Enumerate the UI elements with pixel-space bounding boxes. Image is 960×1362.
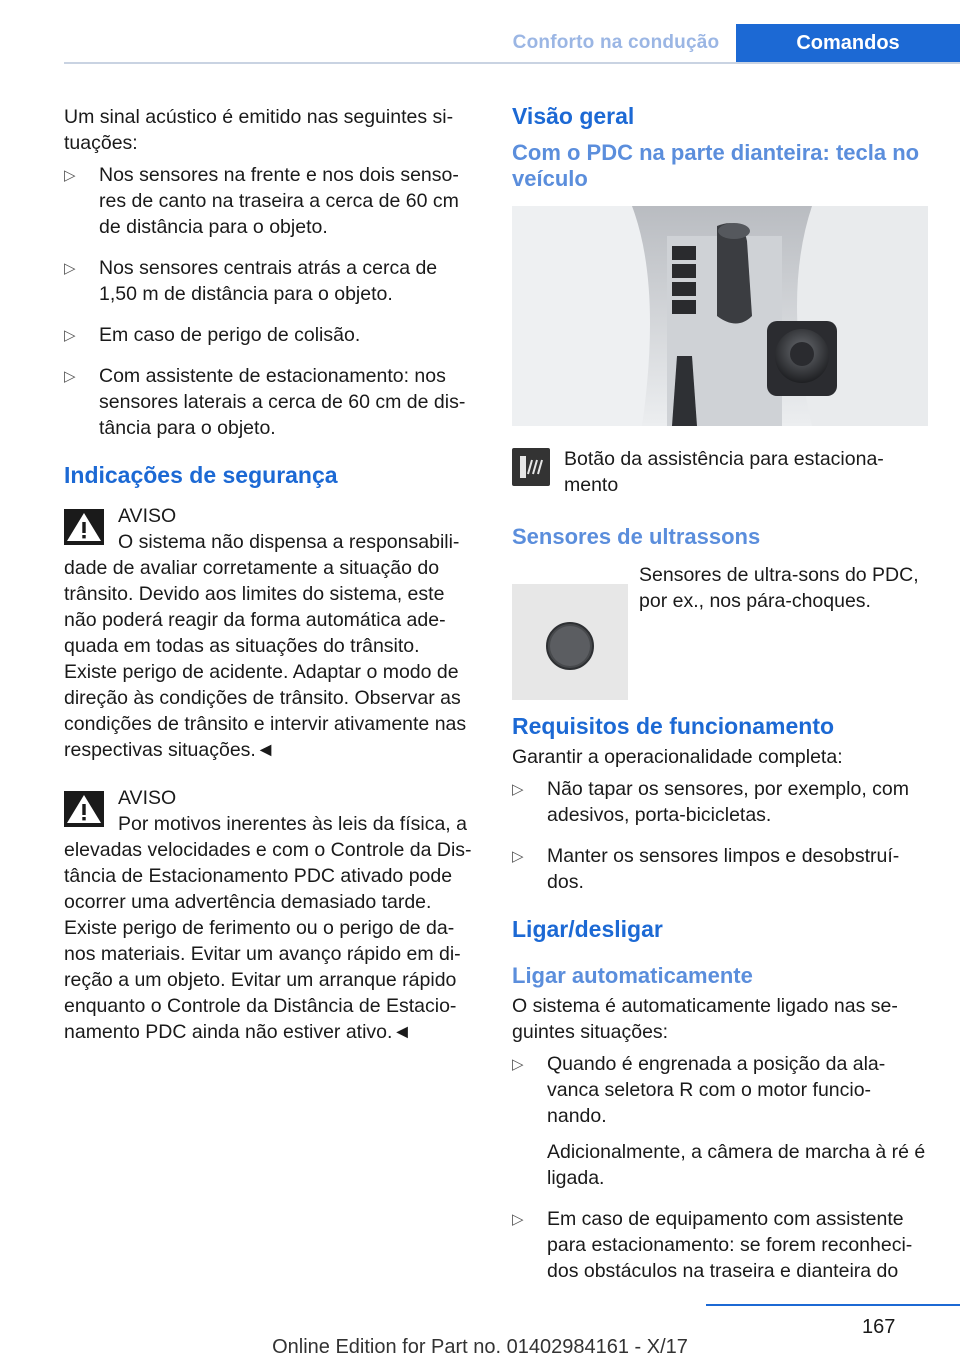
list-item: ▷ Nos sensores centrais atrás a cerca de 1,50 m de distância para o objeto. xyxy=(64,257,438,305)
signal-list xyxy=(64,162,478,441)
auto-on-heading: Ligar automaticamente xyxy=(512,963,753,988)
bullet-marker: ▷ xyxy=(512,848,524,865)
bullet-marker: ▷ xyxy=(64,167,76,184)
requirements-list xyxy=(512,776,930,895)
onoff-heading: Ligar/desligar xyxy=(512,916,663,942)
sensors-description: Sensores de ultra-sons do PDC, por ex., nos pára-choques. xyxy=(639,564,919,612)
sensors-heading: Sensores de ultrassons xyxy=(512,524,761,549)
header-section-title: Conforto na condução xyxy=(512,32,720,53)
list-item: ▷ Em caso de perigo de colisão. xyxy=(64,322,478,348)
list-item: ▷ Com assistente de estacionamento: nos sensores laterais a cerca de 60 cm de dis-tância para o objeto. xyxy=(64,365,466,439)
pdc-heading: Com o PDC na parte dianteira: tecla no veículo xyxy=(512,140,920,191)
list-item-note: Adicionalmente, a câmera de marcha à ré é ligada. xyxy=(547,1141,926,1189)
bullet-marker: ▷ xyxy=(512,781,524,798)
warning-text: dade de avaliar corretamente a situação do trânsito. Devido aos limites do sistema, este não poderá reagir da forma automática ade-quada em todas as situações do trânsito. Existe perigo de acidente. Adaptar o modo de direção às condições de trânsito. Observar as condições de trânsito e intervir ativamente nas respectivas situações.◄ xyxy=(64,557,467,761)
list-item: ▷ Manter os sensores limpos e desobstruí-dos. xyxy=(512,845,900,893)
page-number: 167 xyxy=(862,1316,896,1338)
parking-assist-button-row xyxy=(512,446,930,498)
left-column xyxy=(64,96,478,1045)
warning-text-start: O sistema não dispensa a responsabili- xyxy=(118,531,460,553)
bullet-marker: ▷ xyxy=(64,260,76,277)
ultrasonic-sensor-photo xyxy=(512,584,628,700)
list-item: ▷ Nos sensores na frente e nos dois senso-res de canto na traseira a cerca de 60 cm de distância para o objeto. xyxy=(64,164,459,238)
warning-text: elevadas velocidades e com o Controle da Dis-tância de Estacionamento PDC ativado pode ocorrer uma advertência demasiado tarde. Existe perigo de ferimento ou o perigo de da-nos materiais. Evitar um avanço rápido em di-reção a um objeto. Evitar um arranque rápido enquanto o Controle da Distância de Estacio-namento PDC ainda não estiver ativo.◄ xyxy=(64,839,472,1043)
list-item: ▷ Não tapar os sensores, por exemplo, com adesivos, porta-bicicletas. xyxy=(512,778,910,826)
warning-block-1 xyxy=(64,503,478,763)
warning-block-2 xyxy=(64,785,478,1045)
bullet-marker: ▷ xyxy=(512,1211,524,1228)
list-item: ▷ Quando é engrenada a posição da ala-vanca seletora R com o motor funcio-nando. Adicionalmente, a câmera de marcha à ré é ligada. xyxy=(512,1051,930,1191)
list-item: ▷ Em caso de equipamento com assistente para estacionamento: se forem reconheci-dos obstáculos na traseira e dianteira do xyxy=(512,1208,913,1282)
warning-triangle-icon xyxy=(64,791,104,827)
header-rule xyxy=(64,62,960,64)
parking-assist-label: Botão da assistência para estaciona-mento xyxy=(564,448,884,496)
warning-title: AVISO xyxy=(118,787,177,809)
right-column xyxy=(512,96,930,1299)
parking-assist-icon xyxy=(512,448,550,486)
warning-title: AVISO xyxy=(118,505,177,527)
center-console-photo xyxy=(512,206,928,426)
auto-on-intro: O sistema é automaticamente ligado nas se-guintes situações: xyxy=(512,995,898,1043)
bullet-marker: ▷ xyxy=(64,368,76,385)
bullet-marker: ▷ xyxy=(64,327,76,344)
requirements-heading: Requisitos de funcionamento xyxy=(512,713,835,739)
intro-paragraph: Um sinal acústico é emitido nas seguintes si-tuações: xyxy=(64,106,454,154)
safety-heading: Indicações de segurança xyxy=(64,462,338,488)
footer-edition: Online Edition for Part no. 01402984161 - X/17 xyxy=(272,1336,688,1358)
bullet-marker: ▷ xyxy=(512,1056,524,1073)
requirements-intro: Garantir a operacionalidade completa: xyxy=(512,746,843,768)
overview-heading: Visão geral xyxy=(512,103,635,129)
auto-on-list xyxy=(512,1051,930,1284)
warning-triangle-icon xyxy=(64,509,104,545)
sensor-row xyxy=(512,558,930,678)
footer-rule xyxy=(706,1304,960,1306)
warning-text-start: Por motivos inerentes às leis da física, a xyxy=(118,813,467,835)
header-chapter-tab: Comandos xyxy=(736,24,960,62)
